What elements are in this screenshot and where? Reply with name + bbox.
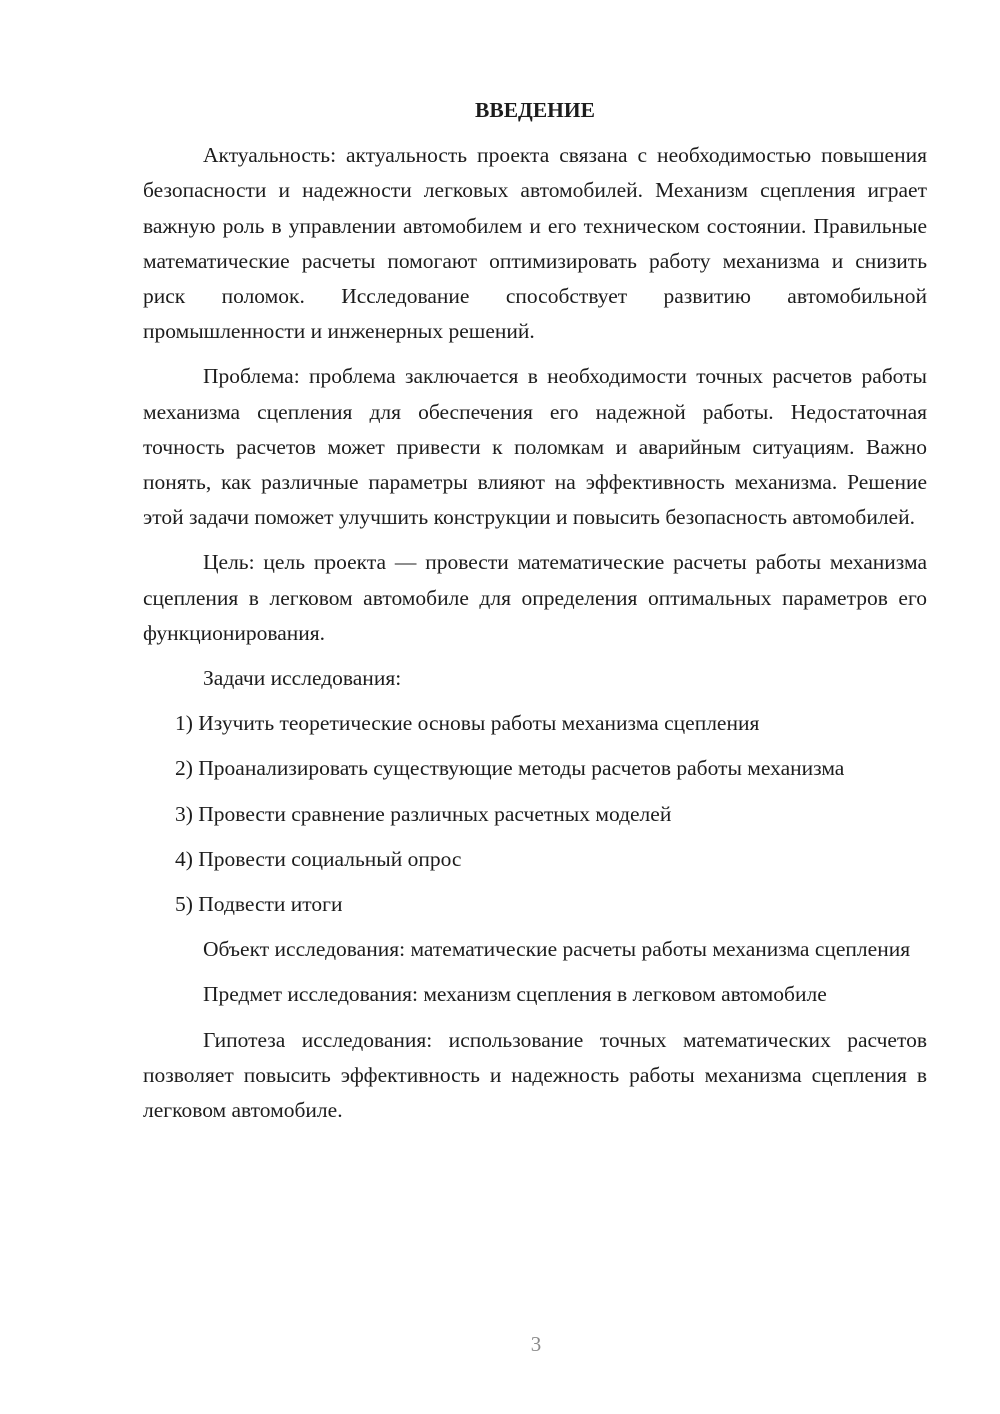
task-item-2: 2) Проанализировать существующие методы расчетов работы механизма [175,756,845,781]
task-item-3: 3) Провести сравнение различных расчетных моделей [175,801,672,826]
page-content [143,93,927,1138]
paragraph-subject: Предмет исследования: механизм сцепления в легковом автомобиле [203,982,827,1007]
task-item-4: 4) Провести социальный опрос [175,846,462,871]
paragraph-hypothesis: Гипотеза исследования: использование точных математических расчетов позволяет повысить эффективность и надежность работы механизма сцепления в легковом автомобиле. [143,1027,927,1123]
paragraph-problem: Проблема: проблема заключается в необходимости точных расчетов работы механизма сцепления для обеспечения его надежной работы. Недостаточная точность расчетов может привести к поломкам и аварийным ситуациям. Важно понять, как различные параметры влияют на эффективность механизма. Решение этой задачи поможет улучшить конструкции и повысить безопасность автомобилей. [143,364,927,530]
tasks-heading: Задачи исследования: [203,666,402,691]
paragraph-object: Объект исследования: математические расчеты работы механизма сцепления [203,937,911,962]
paragraph-relevance: Актуальность: актуальность проекта связана с необходимостью повышения безопасности и надежности легковых автомобилей. Механизм сцепления играет важную роль в управлении автомобилем и его техническом состоянии. Правильные математические расчеты помогают оптимизировать работу механизма и снизить риск поломок. Исследование способствует развитию автомобильной промышленности и инженерных решений. [143,143,927,344]
task-item-1: 1) Изучить теоретические основы работы механизма сцепления [175,711,760,736]
page-title: ВВЕДЕНИЕ [475,98,595,122]
paragraph-goal: Цель: цель проекта — провести математические расчеты работы механизма сцепления в легковом автомобиле для определения оптимальных параметров его функционирования. [143,550,927,645]
page-number: 3 [530,1332,542,1356]
task-item-5: 5) Подвести итоги [175,892,343,917]
